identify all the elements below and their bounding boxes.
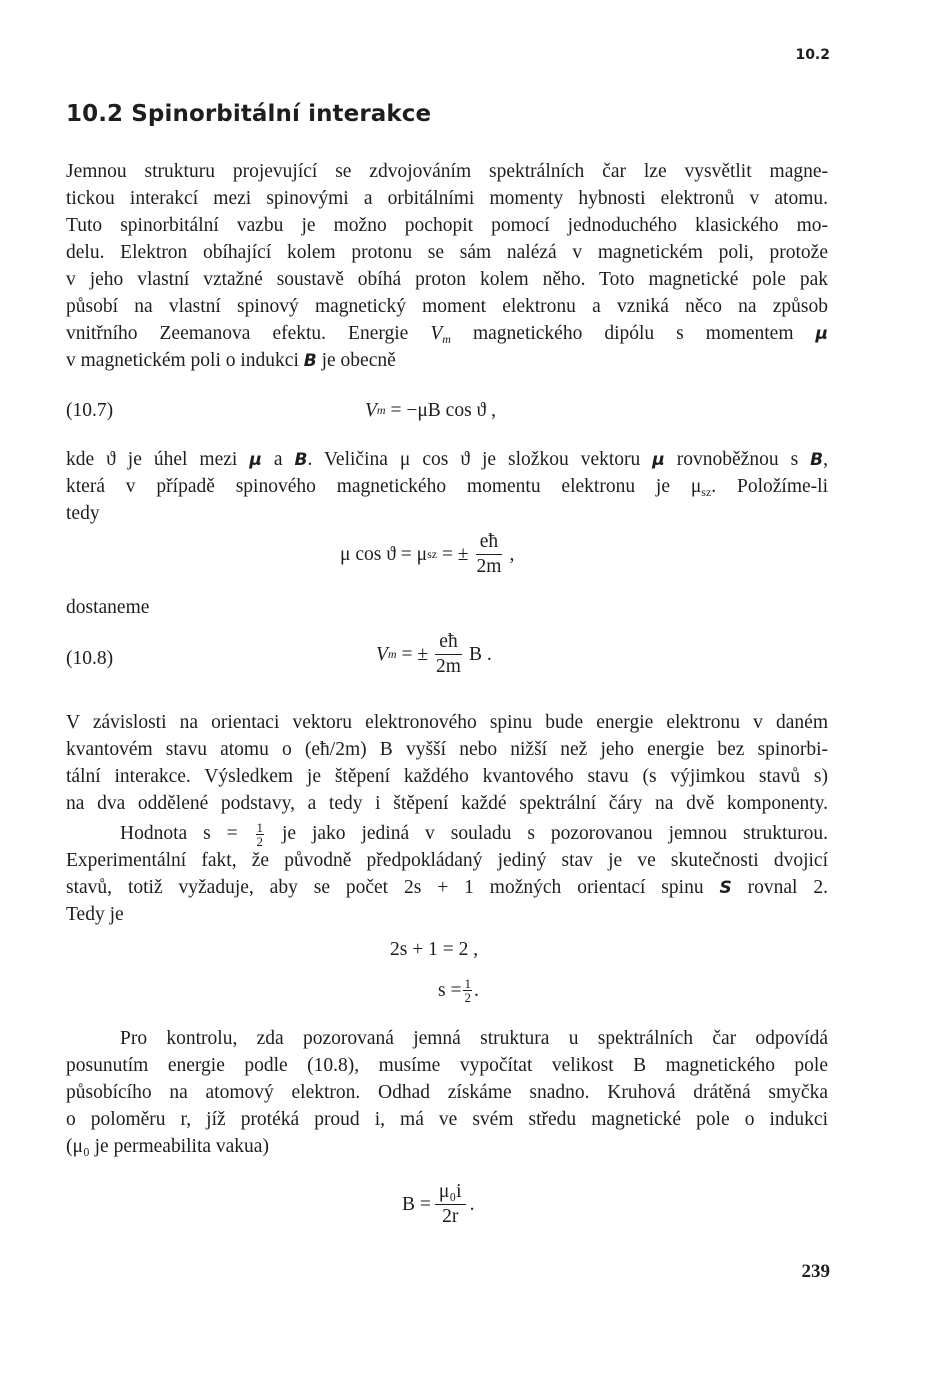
fraction: $\frac{eħ}{2m}$ [436,631,461,677]
fraction: $\frac{eħ}{2m}$ [476,531,502,577]
text-line: dostaneme [66,597,150,618]
text-line: stavů, totiž vyžaduje, aby se počet 2s + 1 možných orientací spinu S rovnal 2. [66,877,828,898]
text-line: na dva oddělené podstavy, a tedy i štěpení každé spektrální čáry na dvě komponenty. [66,793,828,814]
text-line: kde ϑ je úhel mezi μ a B. Veličina μ cos ϑ je složkou vektoru μ rovnoběžnou s B, [66,449,829,470]
text-line: posunutím energie podle (10.8), musíme vypočítat velikost B magnetického pole [66,1055,828,1076]
text-line: (μ₀ je permeabilita vakua) [66,1136,269,1157]
text-line: Tedy je [66,904,124,925]
fraction: $\frac{\text{μ₀i}}{2r}$ [435,1180,466,1229]
page-number: 239 [801,1261,830,1282]
text-line: Pro kontrolu, zda pozorovaná jemná struktura u spektrálních čar odpovídá [120,1028,828,1049]
text-line: V závislosti na orientaci vektoru elektronového spinu bude energie elektronu v daném [66,712,828,733]
equation-mu-cos: μ cos ϑ = μ sz = ± $\frac{eħ}{2m}$ , [340,531,515,577]
text-line: vnitřního Zeemanova efektu. Energie $V_m$ magnetického dipólu s momentem μ [66,323,829,346]
equation-label: (10.8) [66,648,114,669]
text-line: delu. Elektron obíhající kolem protonu se sám nalézá v magnetickém poli, protože [66,242,828,263]
text-line: Jemnou strukturu projevující se zdvojováním spektrálních čar lze vysvětlit magne- [66,161,828,182]
equation-s-half: s = $\frac{1}{2}$ . [438,976,479,1005]
text-line: Tuto spinorbitální vazbu je možno pochopit pomocí jednoduchého klasického mo- [66,215,828,236]
text-line: tickou interakcí mezi spinovými a orbitálními momenty hybnosti elektronů v atomu. [66,188,828,209]
equation-B-field: B = $\frac{\text{μ₀i}}{2r}$ . [402,1181,475,1227]
text-line: Hodnota s = $\frac{1}{2}$ je jako jediná v souladu s pozorovanou jemnou strukturou. [120,820,829,850]
equation-10-7: V m = −μB cos ϑ , [365,400,496,421]
text-line: tální interakce. Výsledkem je štěpení každého kvantového stavu (s výjimkou stavů s) [66,766,828,787]
equation-2s-plus-1: 2s + 1 = 2 , [390,939,479,960]
running-header-section: 10.2 [795,47,830,63]
text-line: působícího na atomový elektron. Odhad získáme snadno. Kruhová drátěná smyčka [66,1082,828,1103]
text-line: v jeho vlastní vztažné soustavě obíhá proton kolem něho. Toto magnetické pole pak [66,269,828,290]
text-line: o poloměru r, jíž protéká proud i, má ve svém středu magnetické pole o indukci [66,1109,828,1130]
fraction-half: $\frac{1}{2}$ [256,820,264,850]
text-line: která v případě spinového magnetického momentu elektronu je $\mu_{sz}$. Položíme-li [66,476,828,499]
section-title: 10.2 Spinorbitální interakce [66,101,432,127]
fraction-half: $\frac{1}{2}$ [464,976,471,1005]
text-line: Experimentální fakt, že původně předpokládaný jediný stav je ve skutečnosti dvojicí [66,850,828,871]
text-line: tedy [66,503,100,524]
equation-label: (10.7) [66,400,114,421]
equation-10-8: V m = ± $\frac{eħ}{2m}$ B . [376,631,492,677]
text-line: v magnetickém poli o indukci B je obecně [66,350,396,371]
text-line: působí na vlastní spinový magnetický moment elektronu a vzniká něco na způsob [66,296,828,317]
text-line: kvantovém stavu atomu o (eħ/2m) B vyšší nebo nižší než jeho energie bez spinorbi- [66,739,828,760]
